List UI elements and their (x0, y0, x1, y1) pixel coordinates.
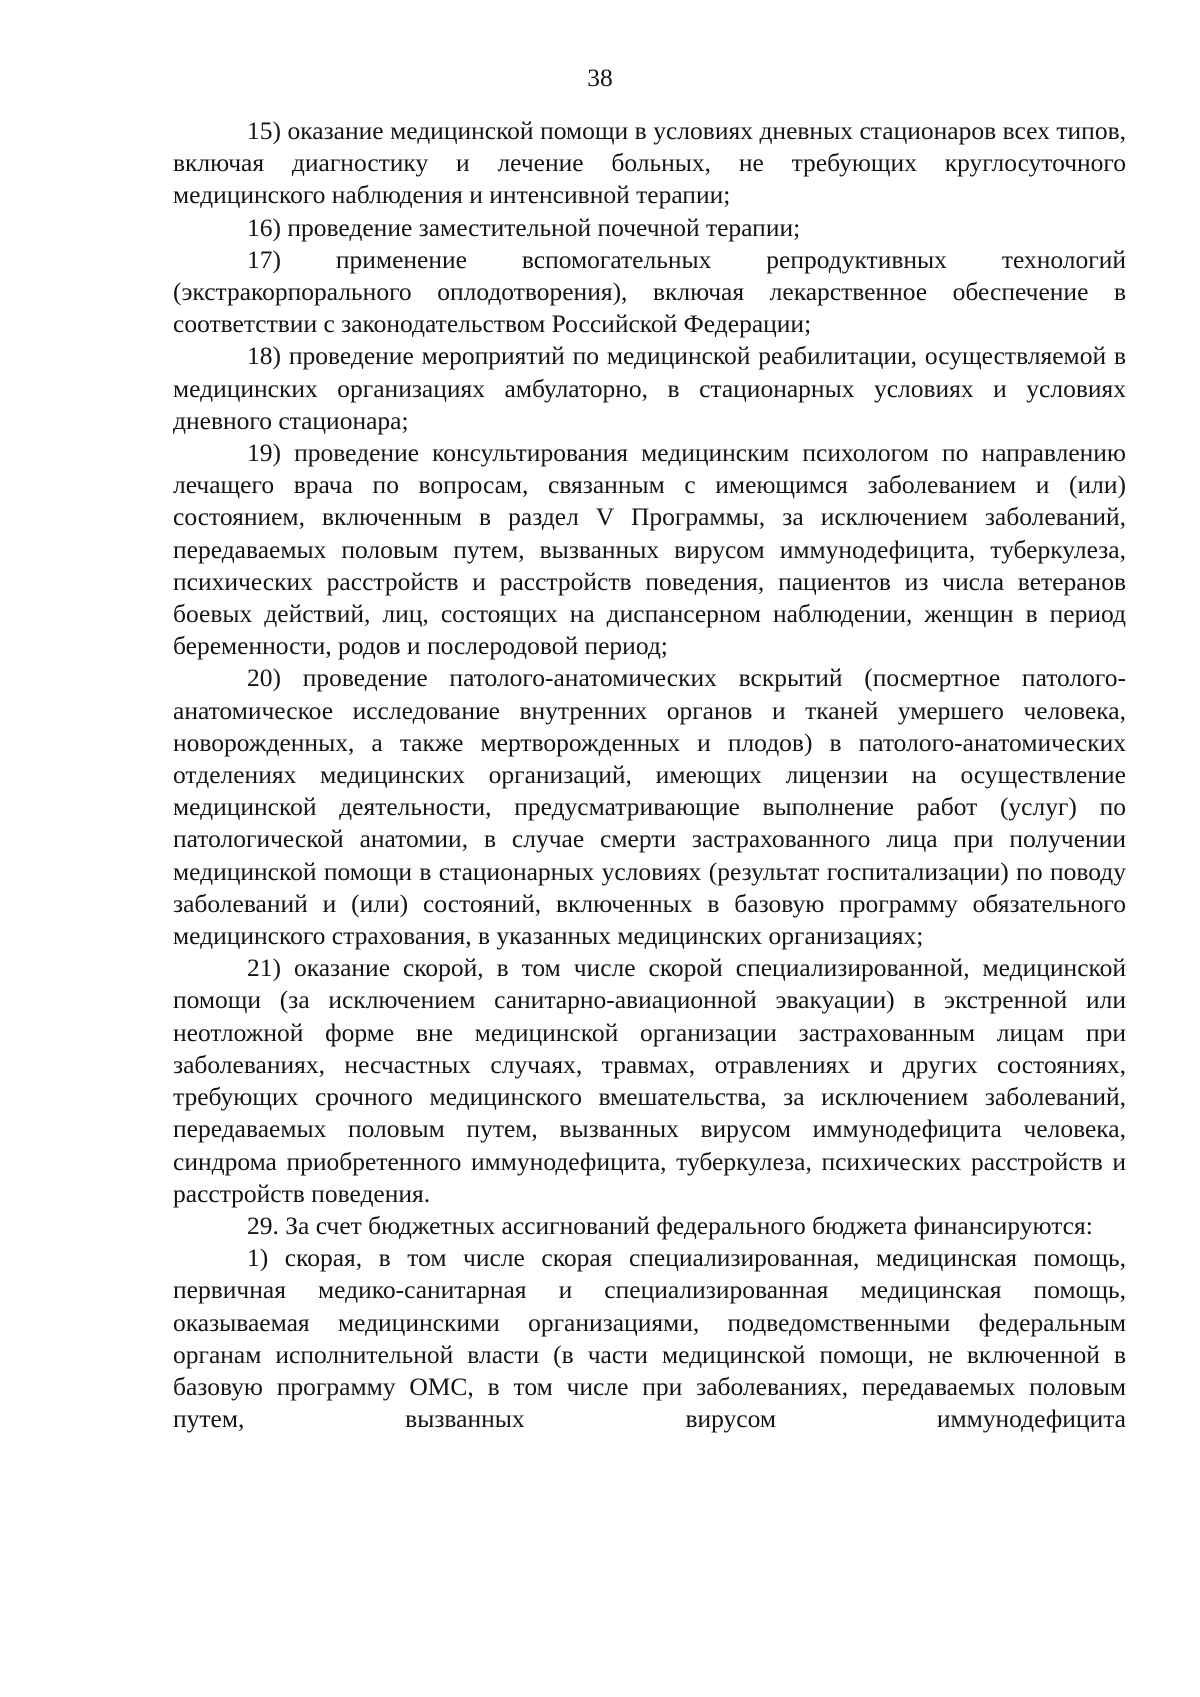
paragraph-item-15: 15) оказание медицинской помощи в условиях дневных стационаров всех типов, включая диагностику и лечение больных, не требующих круглосуточного медицинского наблюдения и интенсивной терапии; (173, 116, 1126, 210)
paragraph-item-21: 21) оказание скорой, в том числе скорой специализированной, медицинской помощи (за исключением санитарно-авиационной эвакуации) в экстренной или неотложной форме вне медицинской организации застрахованным лицам при заболеваниях, несчастных случаях, травмах, отравлениях и других состояниях, требующих срочного медицинского вмешательства, за исключением заболеваний, передаваемых половым путем, вызванных вирусом иммунодефицита человека, синдрома приобретенного иммунодефицита, туберкулеза, психических расстройств и расстройств поведения. (173, 953, 1126, 1208)
paragraph-item-16: 16) проведение заместительной почечной терапии; (247, 212, 801, 242)
body-text (173, 115, 1126, 1435)
paragraph-item-17: 17) применение вспомогательных репродуктивных технологий (экстракорпорального оплодотворения), включая лекарственное обеспечение в соответствии с законодательством Российской Федерации; (173, 244, 1126, 339)
paragraph-item-19: 19) проведение консультирования медицинским психологом по направлению лечащего врача по вопросам, связанным с имеющимся заболеванием и (или) состоянием, включенным в раздел V Программы, за исключением заболеваний, передаваемых половым путем, вызванных вирусом иммунодефицита, туберкулеза, психических расстройств и расстройств поведения, пациентов из числа ветеранов боевых действий, лиц, состоящих на диспансерном наблюдении, женщин в период беременности, родов и послеродовой период; (173, 438, 1126, 661)
paragraph-item-20: 20) проведение патолого-анатомических вскрытий (посмертное патолого-анатомическое исследование внутренних органов и тканей умершего человека, новорожденных, а также мертворожденных и плодов) в патолого-анатомических отделениях медицинских организаций, имеющих лицензии на осуществление медицинской деятельности, предусматривающие выполнение работ (услуг) по патологической анатомии, в случае смерти застрахованного лица при получении медицинской помощи в стационарных условиях (результат госпитализации) по поводу заболеваний и (или) состояний, включенных в базовую программу обязательного медицинского страхования, в указанных медицинских организациях; (173, 663, 1126, 951)
page-number: 38 (587, 63, 613, 92)
paragraph-subitem-1: 1) скорая, в том числе скорая специализированная, медицинская помощь, первичная медико-санитарная и специализированная медицинская помощь, оказываемая медицинскими организациями, подведомственными федеральным органам исполнительной власти (в части медицинской помощи, не включенной в базовую программу ОМС, в том числе при заболеваниях, передаваемых половым путем, вызванных вирусом иммунодефицита (173, 1243, 1126, 1434)
paragraph-section-29: 29. За счет бюджетных ассигнований федерального бюджета финансируются: (247, 1210, 1093, 1240)
paragraph-item-18: 18) проведение мероприятий по медицинской реабилитации, осуществляемой в медицинских организациях амбулаторно, в стационарных условиях и условиях дневного стационара; (173, 341, 1126, 435)
